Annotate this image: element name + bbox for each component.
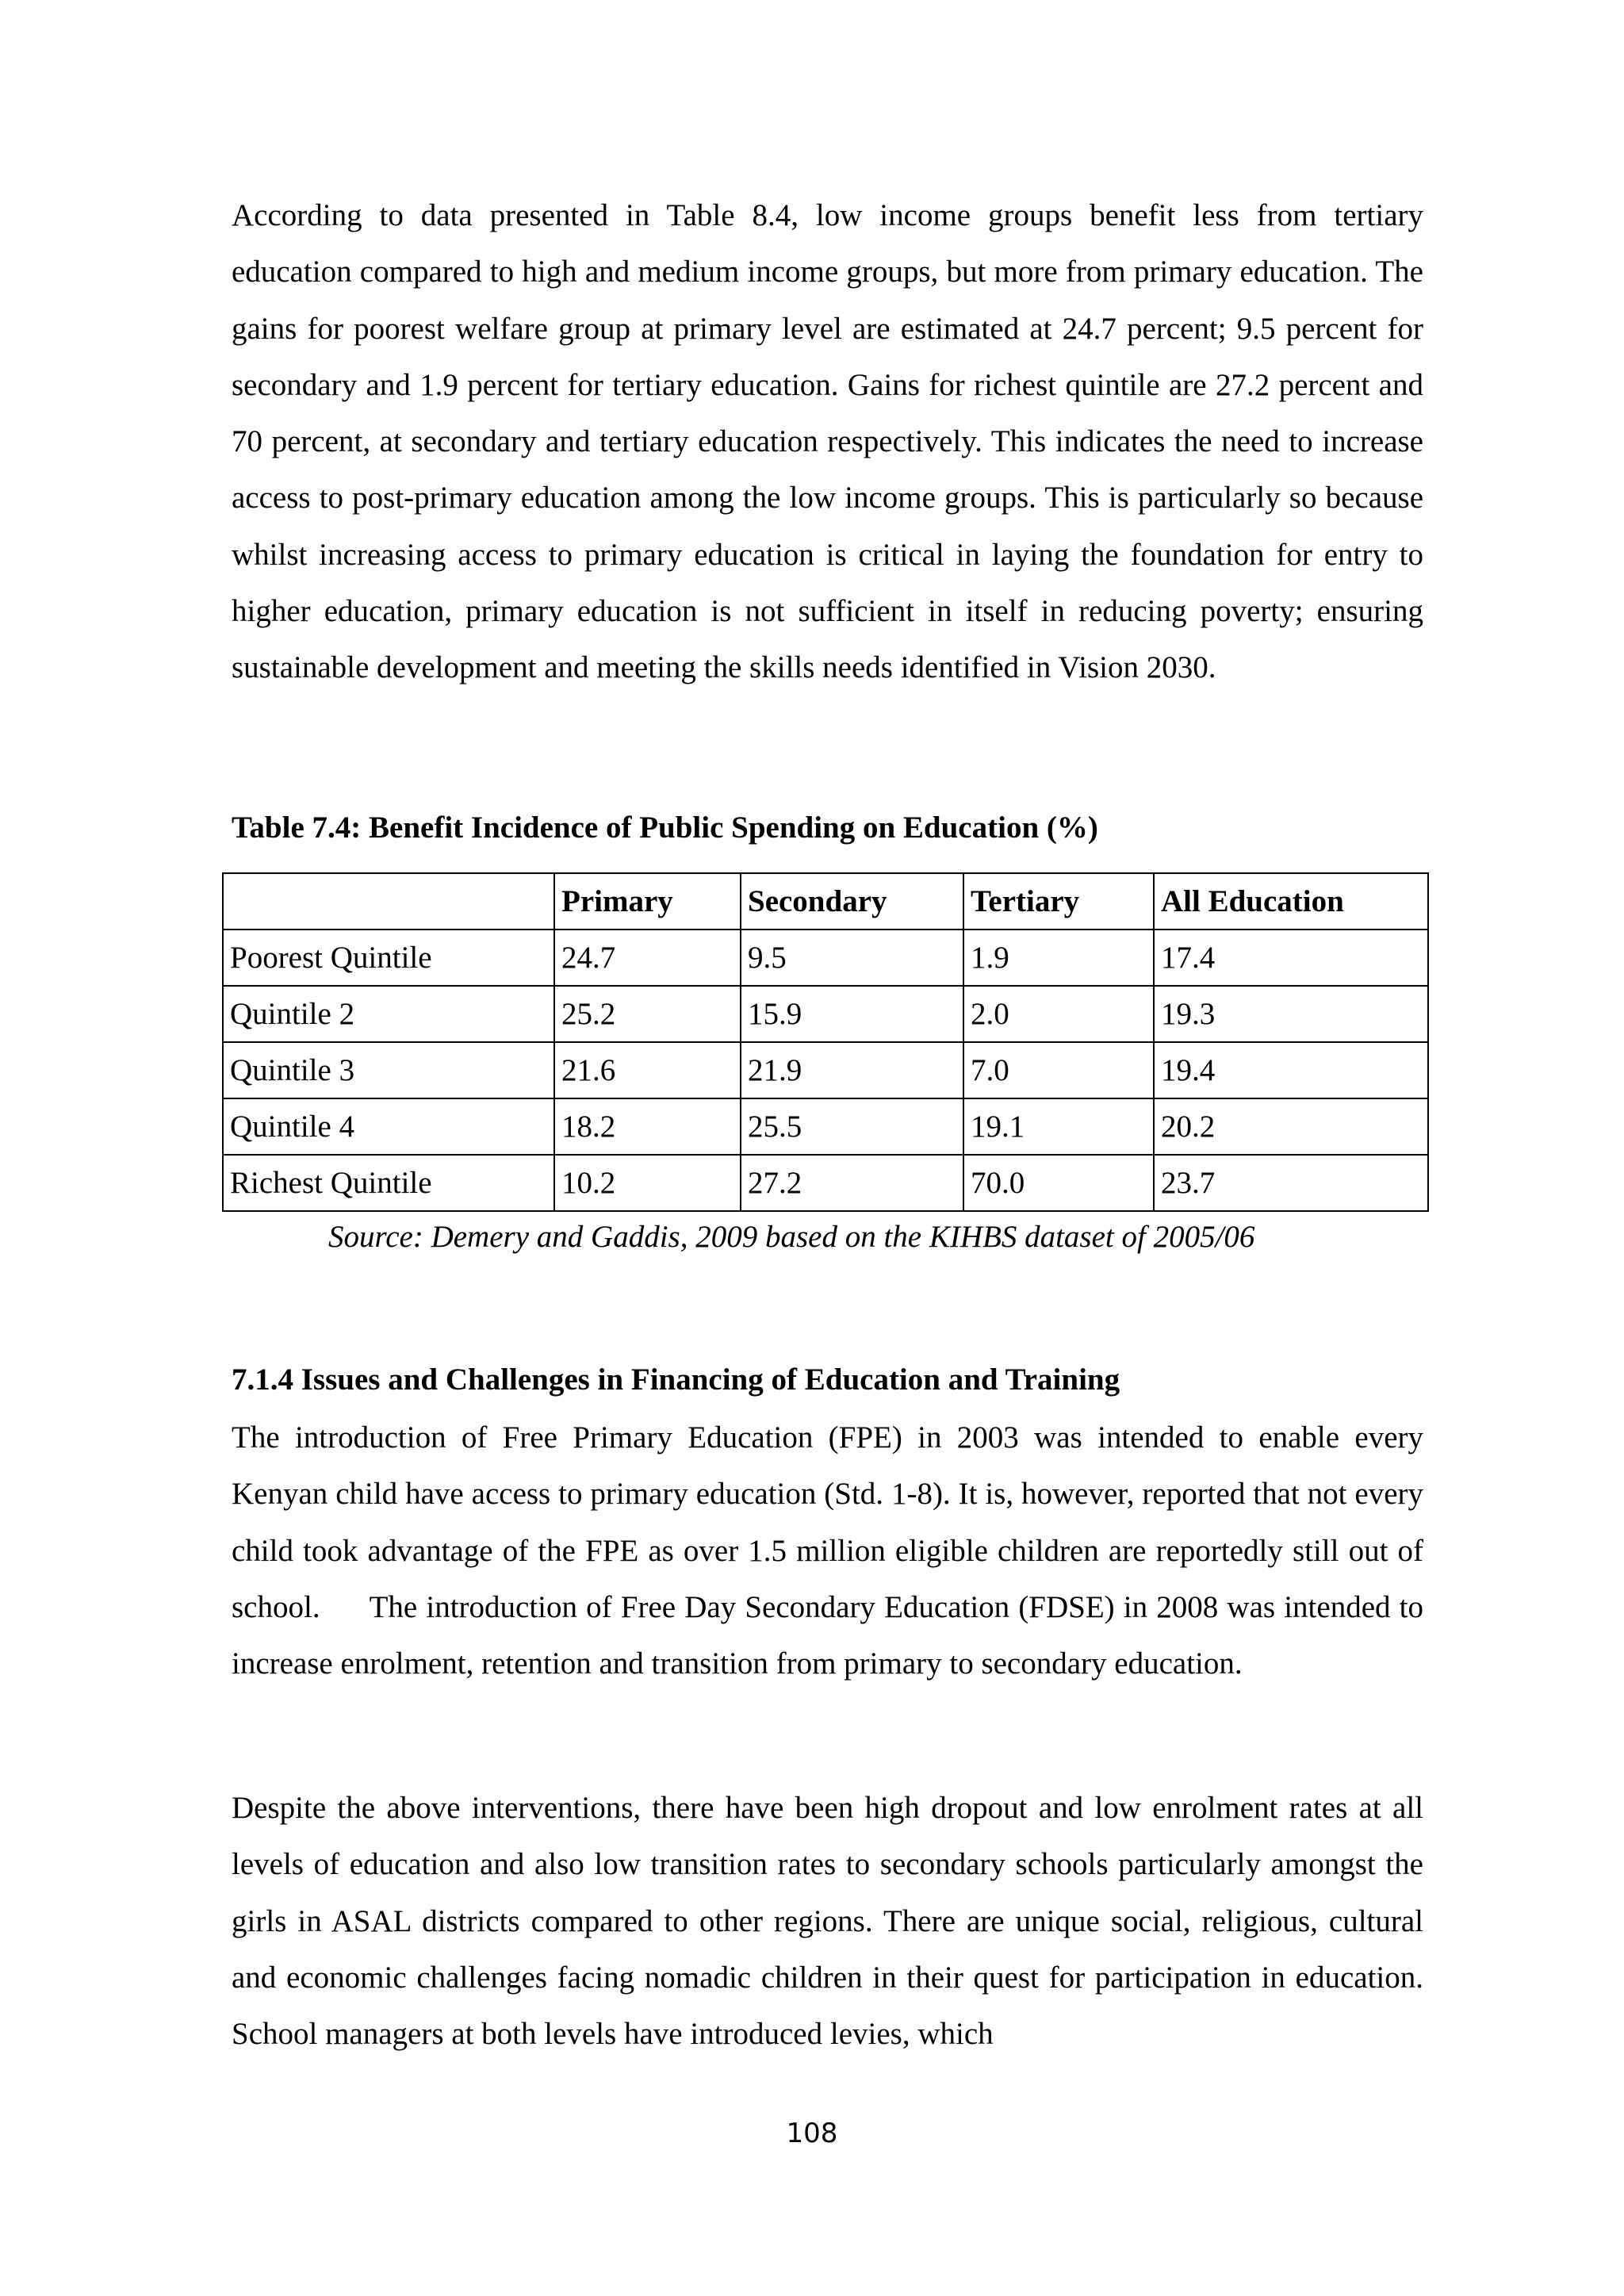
table-cell: 15.9 xyxy=(741,986,963,1042)
table-cell: 18.2 xyxy=(554,1098,741,1155)
table-header-row xyxy=(223,873,1428,930)
table-cell: 20.2 xyxy=(1154,1098,1428,1155)
table-cell: 2.0 xyxy=(963,986,1154,1042)
table-source-note: Source: Demery and Gaddis, 2009 based on the KIHBS dataset of 2005/06 xyxy=(328,1220,1255,1254)
table-cell: 19.4 xyxy=(1154,1042,1428,1098)
row-label: Richest Quintile xyxy=(223,1155,554,1211)
table-cell: 19.1 xyxy=(963,1098,1154,1155)
table-cell: 17.4 xyxy=(1154,930,1428,986)
table-cell: 10.2 xyxy=(554,1155,741,1211)
header-cell-empty xyxy=(223,873,554,930)
row-label: Quintile 3 xyxy=(223,1042,554,1098)
table-cell: 25.2 xyxy=(554,986,741,1042)
section-heading: 7.1.4 Issues and Challenges in Financing of Education and Training xyxy=(232,1363,1120,1397)
table-row xyxy=(223,1042,1428,1098)
fpe-paragraph xyxy=(232,1409,1423,1692)
table-row xyxy=(223,930,1428,986)
page-number: 108 xyxy=(786,2118,838,2149)
table-cell: 70.0 xyxy=(963,1155,1154,1211)
row-label: Quintile 4 xyxy=(223,1098,554,1155)
table-cell: 23.7 xyxy=(1154,1155,1428,1211)
table-cell: 7.0 xyxy=(963,1042,1154,1098)
table-cell: 25.5 xyxy=(741,1098,963,1155)
row-label: Quintile 2 xyxy=(223,986,554,1042)
table-row xyxy=(223,986,1428,1042)
header-cell-tertiary: Tertiary xyxy=(963,873,1154,930)
table-cell: 21.9 xyxy=(741,1042,963,1098)
header-cell-all-education: All Education xyxy=(1154,873,1428,930)
table-cell: 27.2 xyxy=(741,1155,963,1211)
table-row xyxy=(223,1098,1428,1155)
intro-paragraph-block xyxy=(232,187,1423,696)
table-cell: 1.9 xyxy=(963,930,1154,986)
header-cell-primary: Primary xyxy=(554,873,741,930)
fpe-paragraph-part-1: The introduction of Free Primary Education (FPE) in 2003 was intended to enable every Kenyan child have access to primary education (Std. 1-8). It is, however, reported that not every child took advantage of the FPE as over 1.5 million eligible children are reportedly still out of school. xyxy=(232,1420,1423,1624)
intro-paragraph: According to data presented in Table 8.4, low income groups benefit less from tertiary education compared to high and medium income groups, but more from primary education. The gains for poorest welfare group at primary level are estimated at 24.7 percent; 9.5 percent for secondary and 1.9 percent for tertiary education. Gains for richest quintile are 27.2 percent and 70 percent, at secondary and tertiary education respectively. This indicates the need to increase access to post-primary education among the low income groups. This is particularly so because whilst increasing access to primary education is critical in laying the foundation for entry to higher education, primary education is not sufficient in itself in reducing poverty; ensuring sustainable development and meeting the skills needs identified in Vision 2030. xyxy=(232,198,1423,685)
table-row xyxy=(223,1155,1428,1211)
table-cell: 21.6 xyxy=(554,1042,741,1098)
table-cell: 9.5 xyxy=(741,930,963,986)
dropout-paragraph-block xyxy=(232,1780,1423,2062)
table-cell: 24.7 xyxy=(554,930,741,986)
dropout-paragraph: Despite the above interventions, there have been high dropout and low enrolment rates at all levels of education and also low transition rates to secondary schools particularly amongst the girls in ASAL districts compared to other regions. There are unique social, religious, cultural and economic challenges facing nomadic children in their quest for participation in education. School managers at both levels have introduced levies, which xyxy=(232,1791,1423,2052)
benefit-incidence-table xyxy=(222,872,1429,1212)
fpe-paragraph-part-2: The introduction of Free Day Secondary Education (FDSE) in 2008 was intended to increase enrolment, retention and transition from primary to secondary education. xyxy=(232,1589,1423,1681)
header-cell-secondary: Secondary xyxy=(741,873,963,930)
table-title: Table 7.4: Benefit Incidence of Public Spending on Education (%) xyxy=(232,811,1098,845)
row-label: Poorest Quintile xyxy=(223,930,554,986)
table-cell: 19.3 xyxy=(1154,986,1428,1042)
fpe-paragraph-block xyxy=(232,1409,1423,1692)
